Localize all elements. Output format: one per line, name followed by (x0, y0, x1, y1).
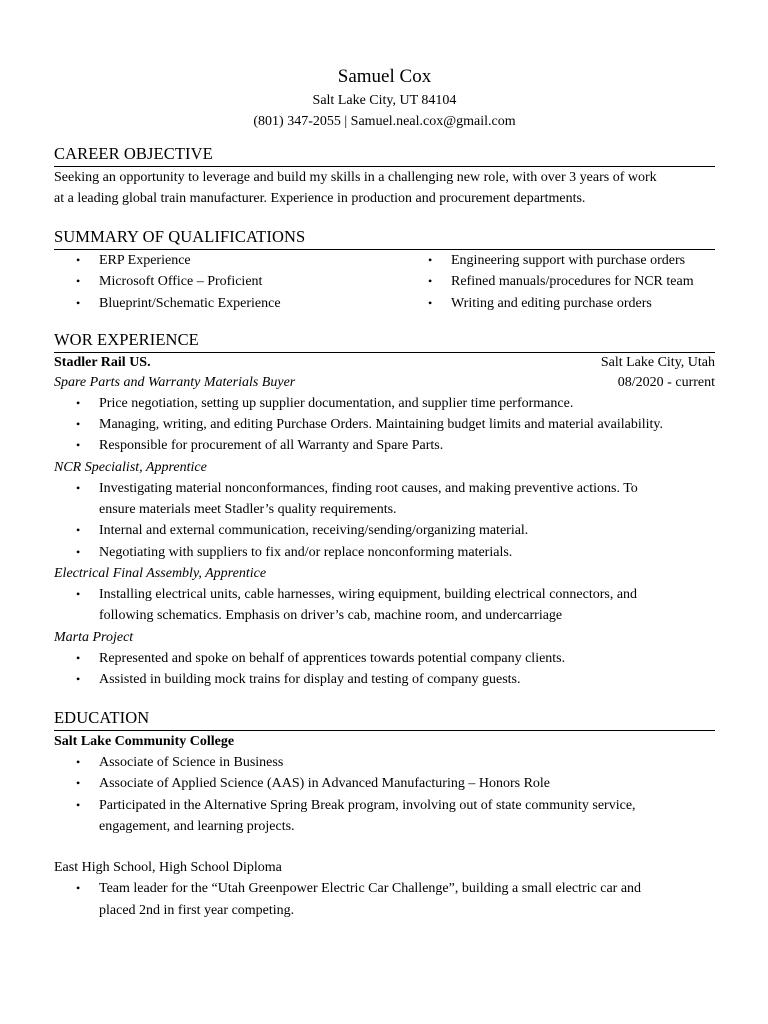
high-school-name: East High School, High School Diploma (54, 860, 282, 876)
career-objective-heading: CAREER OBJECTIVE (54, 144, 715, 167)
bullet-icon: • (76, 797, 81, 812)
bullet-icon: • (428, 295, 433, 310)
list-item-continuation: ensure materials meet Stadler’s quality requirements. (99, 502, 397, 518)
list-item-continuation: placed 2nd in first year competing. (99, 902, 295, 918)
list-item: • Price negotiation, setting up supplier documentation, and supplier time performance. (54, 393, 715, 414)
role3-bullets (54, 584, 715, 627)
bullet-icon: • (428, 274, 433, 289)
candidate-address: Salt Lake City, UT 84104 (312, 93, 457, 108)
qualifications-left-column (54, 250, 408, 314)
list-item: • Installing electrical units, cable harnesses, wiring equipment, building electrical connectors, and (54, 584, 715, 605)
list-item: • Blueprint/Schematic Experience (54, 293, 408, 314)
list-item: • Microsoft Office – Proficient (54, 271, 408, 292)
college-name: Salt Lake Community College (54, 734, 235, 750)
qualifications-right-column (408, 250, 715, 314)
bullet-icon: • (76, 295, 81, 310)
role1-bullets (54, 393, 715, 457)
list-item: • Refined manuals/procedures for NCR team (408, 271, 715, 292)
bullet-icon: • (76, 650, 81, 665)
role-dates: 08/2020 - current (617, 374, 715, 390)
bullet-icon: • (76, 395, 81, 410)
bullet-icon: • (76, 274, 81, 289)
career-objective-line-2: at a leading global train manufacturer. Experience in production and procurement departments. (54, 191, 586, 206)
role-title: Marta Project (54, 629, 134, 645)
list-item-continuation: following schematics. Emphasis on driver’s cab, machine room, and undercarriage (99, 608, 563, 624)
list-item: • Investigating material nonconformances, finding root causes, and making preventive actions. To (54, 478, 715, 499)
bullet-icon: • (428, 253, 433, 267)
bullet-icon: • (76, 881, 81, 896)
list-item: • Responsible for procurement of all Warranty and Spare Parts. (54, 435, 715, 456)
education-heading: EDUCATION (54, 708, 715, 731)
qualifications-heading: SUMMARY OF QUALIFICATIONS (54, 227, 715, 250)
college-bullets (54, 752, 715, 837)
bullet-icon: • (76, 417, 81, 432)
role-title: Electrical Final Assembly, Apprentice (54, 565, 267, 581)
list-item: • Represented and spoke on behalf of apprentices towards potential company clients. (54, 648, 715, 669)
bullet-icon: • (76, 480, 81, 495)
role-title: Spare Parts and Warranty Materials Buyer (54, 374, 296, 390)
list-item: • Internal and external communication, receiving/sending/organizing material. (54, 520, 715, 541)
qualifications-grid (54, 250, 715, 314)
bullet-icon: • (76, 671, 81, 686)
resume-page (54, 64, 715, 921)
experience-heading: WOR EXPERIENCE (54, 330, 715, 353)
list-item: • Associate of Applied Science (AAS) in Advanced Manufacturing – Honors Role (54, 773, 715, 794)
list-item: • Managing, writing, and editing Purchase Orders. Maintaining budget limits and material availability. (54, 414, 715, 435)
bullet-icon: • (76, 523, 81, 538)
high-school-bullets (54, 878, 715, 921)
company-row (54, 353, 715, 373)
list-item: • Engineering support with purchase orders (408, 250, 715, 271)
list-item: • Assisted in building mock trains for display and testing of company guests. (54, 669, 715, 690)
role-title: NCR Specialist, Apprentice (54, 459, 207, 475)
role4-bullets (54, 648, 715, 691)
bullet-icon: • (76, 776, 81, 791)
bullet-icon: • (76, 544, 81, 559)
bullet-icon: • (76, 586, 81, 601)
list-item: • Associate of Science in Business (54, 752, 715, 773)
company-location: Salt Lake City, Utah (600, 354, 715, 370)
list-item: • Writing and editing purchase orders (408, 293, 715, 314)
bullet-icon: • (76, 755, 81, 770)
list-item: • ERP Experience (54, 250, 408, 271)
career-objective-line-1: Seeking an opportunity to leverage and build my skills in a challenging new role, with over 3 years of work (54, 170, 657, 185)
company-name: Stadler Rail US. (54, 354, 151, 370)
list-item: • Participated in the Alternative Spring Break program, involving out of state community service, (54, 795, 715, 816)
role-row (54, 373, 715, 393)
list-item: • Team leader for the “Utah Greenpower Electric Car Challenge”, building a small electric car and (54, 878, 715, 899)
candidate-name: Samuel Cox (337, 66, 432, 87)
bullet-icon: • (76, 438, 81, 453)
bullet-icon: • (76, 253, 81, 267)
list-item: • Negotiating with suppliers to fix and/or replace nonconforming materials. (54, 542, 715, 563)
list-item-continuation: engagement, and learning projects. (99, 819, 295, 835)
role2-bullets (54, 478, 715, 563)
candidate-contact: (801) 347-2055 | Samuel.neal.cox@gmail.com (253, 114, 516, 129)
